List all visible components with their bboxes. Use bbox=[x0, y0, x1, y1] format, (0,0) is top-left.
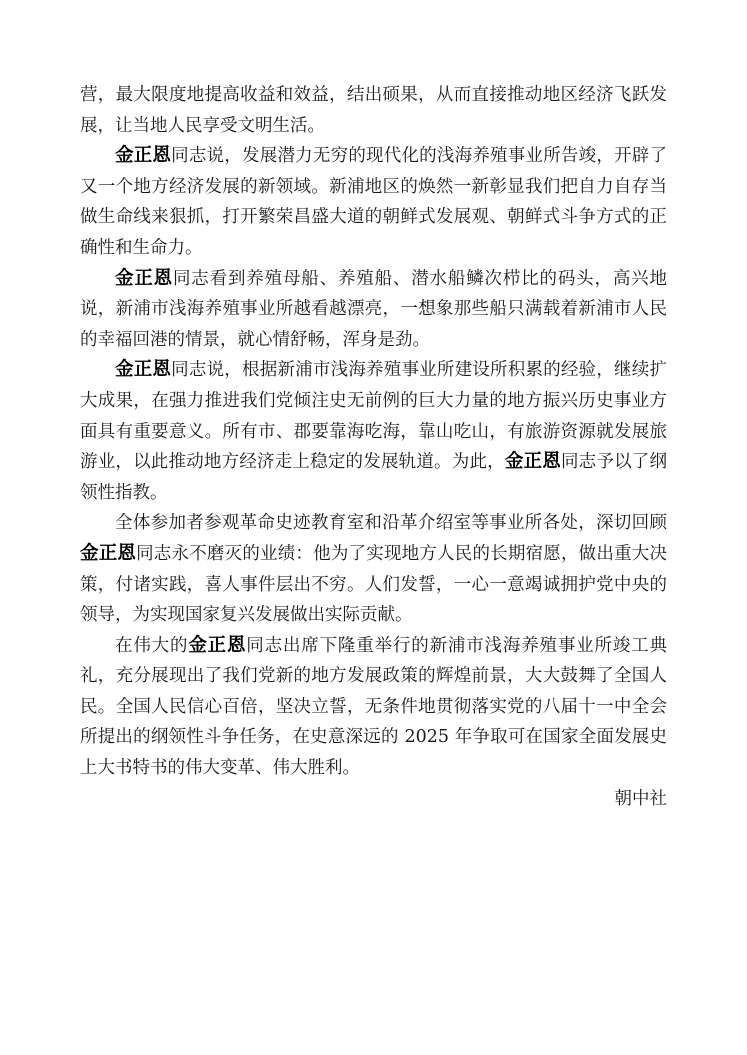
paragraph bbox=[80, 631, 667, 784]
paragraph-text: 在伟大的 bbox=[115, 635, 189, 656]
paragraph-text: 同志说，发展潜力无穷的现代化的浅海养殖事业所告竣，开辟了又一个地方经济发展的新领域。新浦地区的焕然一新彰显我们把自力自存当做生命线来狠抓，打开繁荣昌盛大道的朝鲜式发展观、朝鲜式斗争方式的正确性和生命力。 bbox=[80, 146, 667, 258]
leader-name: 金正恩 bbox=[115, 359, 172, 381]
paragraph bbox=[80, 80, 667, 141]
leader-name: 金正恩 bbox=[115, 145, 172, 167]
paragraph-list bbox=[80, 80, 667, 784]
signature: 朝中社 bbox=[614, 788, 667, 809]
leader-name: 金正恩 bbox=[115, 267, 173, 289]
paragraph-text: 营，最大限度地提高收益和效益，结出硕果，从而直接推动地区经济飞跃发展，让当地人民享受文明生活。 bbox=[80, 85, 667, 136]
paragraph-text: 同志出席下隆重举行的新浦市浅海养殖事业所竣工典礼，充分展现出了我们党新的地方发展政策的辉煌前景，大大鼓舞了全国人民。全国人民信心百倍，坚决立誓，无条件地贯彻落实党的八届十一中全会所提出的纲领性斗争任务，在史意深远的 2025 年争取可在国家全面发展史上大书特书的伟大变革、伟大胜利。 bbox=[80, 635, 667, 779]
paragraph-text: 同志永不磨灭的业绩：他为了实现地方人民的长期宿愿，做出重大决策，付诸实践，喜人事件层出不穷。人们发誓，一心一意竭诚拥护党中央的领导，为实现国家复兴发展做出实际贡献。 bbox=[80, 543, 667, 626]
paragraph bbox=[80, 264, 667, 356]
paragraph bbox=[80, 508, 667, 630]
leader-name: 金正恩 bbox=[504, 451, 561, 473]
paragraph-text: 同志看到养殖母船、养殖船、潜水船鳞次栉比的码头，高兴地说，新浦市浅海养殖事业所越看越漂亮，一想象那些船只满载着新浦市人民的幸福回港的情景，就心情舒畅，浑身是劲。 bbox=[80, 268, 667, 350]
paragraph-text: 全体参加者参观革命史迹教育室和沿革介绍室等事业所各处，深切回顾 bbox=[115, 513, 667, 534]
document-body bbox=[80, 80, 667, 814]
leader-name: 金正恩 bbox=[188, 634, 247, 656]
paragraph-text: 同志予以了纲领性指教。 bbox=[80, 452, 667, 503]
leader-name: 金正恩 bbox=[80, 542, 137, 564]
paragraph bbox=[80, 141, 667, 263]
paragraph-text: 同志说，根据新浦市浅海养殖事业所建设所积累的经验，继续扩大成果，在强力推进我们党倾注史无前例的巨大力量的地方振兴历史事业方面具有重要意义。所有市、郡要靠海吃海，靠山吃山，有旅游资源就发展旅游业，以此推动地方经济走上稳定的发展轨道。为此， bbox=[80, 360, 667, 473]
paragraph bbox=[80, 355, 667, 508]
